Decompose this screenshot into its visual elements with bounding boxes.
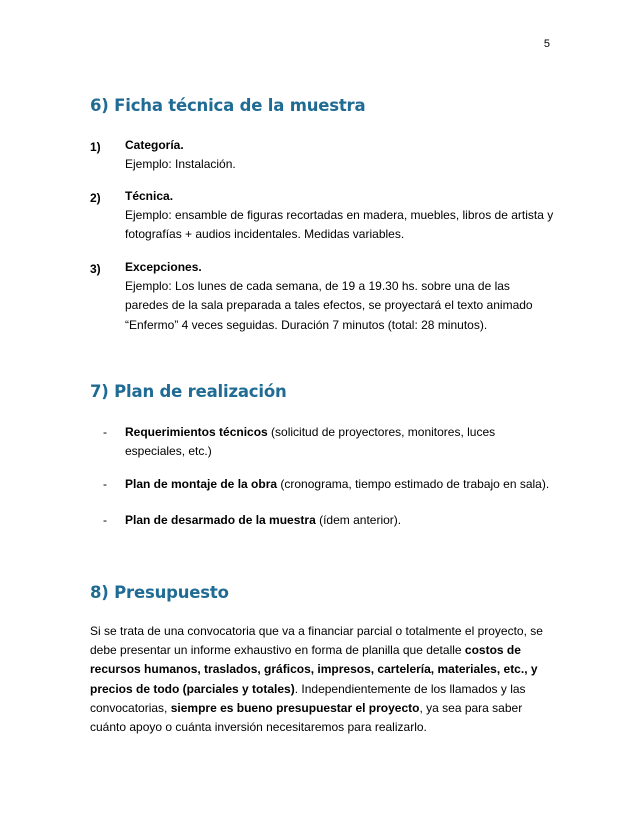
bullet-2-dash: - (103, 477, 107, 491)
item-1-title: Categoría. (125, 138, 184, 152)
item-2 (125, 187, 555, 245)
item-2-title: Técnica. (125, 189, 174, 203)
budget-bold-2: siempre es bueno presupuestar el proyecto (170, 700, 420, 715)
section-7-heading: 7) Plan de realización (90, 382, 287, 401)
bullet-1 (125, 423, 555, 461)
budget-bold-1: costos de recursos humanos, traslados, gráficos, impresos, cartelería, materiales, etc., y precios de todo (parciales y totales) (90, 643, 538, 696)
bullet-2 (125, 475, 555, 494)
bullet-3-dash: - (103, 513, 107, 527)
budget-paragraph (90, 622, 550, 737)
item-3-text: Ejemplo: Los lunes de cada semana, de 19 a 19.30 hs. sobre una de las paredes de la sala preparada a tales efectos, se proyectará el texto animado “Enfermo” 4 veces seguidas. Duración 7 minutos (total: 28 minutos). (125, 279, 533, 332)
section-6-heading: 6) Ficha técnica de la muestra (90, 96, 366, 115)
bullet-2-bold: Plan de montaje de la obra (125, 477, 278, 491)
item-1 (125, 136, 555, 174)
bullet-3 (125, 511, 555, 530)
budget-text-2: . Independientemente de los llamados y las convocatorias, (90, 681, 526, 715)
item-3-title: Excepciones. (125, 260, 202, 274)
item-1-text: Ejemplo: Instalación. (125, 157, 236, 172)
section-8-heading: 8) Presupuesto (90, 583, 229, 602)
bullet-1-bold: Requerimientos técnicos (125, 425, 268, 439)
item-3 (125, 258, 555, 335)
bullet-3-bold: Plan de desarmado de la muestra (125, 513, 316, 527)
item-1-number: 1) (90, 140, 101, 154)
item-2-number: 2) (90, 191, 101, 205)
budget-text-3: , ya sea para saber cuánto apoyo o cuánta inversión necesitaremos para realizarlo. (90, 700, 523, 735)
item-3-number: 3) (90, 262, 101, 276)
item-2-text: Ejemplo: ensamble de figuras recortadas en madera, muebles, libros de artista y fotografías + audios incidentales. Medidas variables. (125, 208, 554, 242)
bullet-3-text: (ídem anterior). (315, 513, 402, 527)
bullet-2-text: (cronograma, tiempo estimado de trabajo en sala). (277, 477, 550, 491)
bullet-1-text: (solicitud de proyectores, monitores, luces especiales, etc.) (125, 425, 496, 459)
page-number: 5 (543, 38, 550, 50)
bullet-1-dash: - (103, 425, 107, 439)
budget-text-1: Si se trata de una convocatoria que va a financiar parcial o totalmente el proyecto, se debe presentar un informe exhaustivo en forma de planilla que detalle (90, 624, 543, 658)
